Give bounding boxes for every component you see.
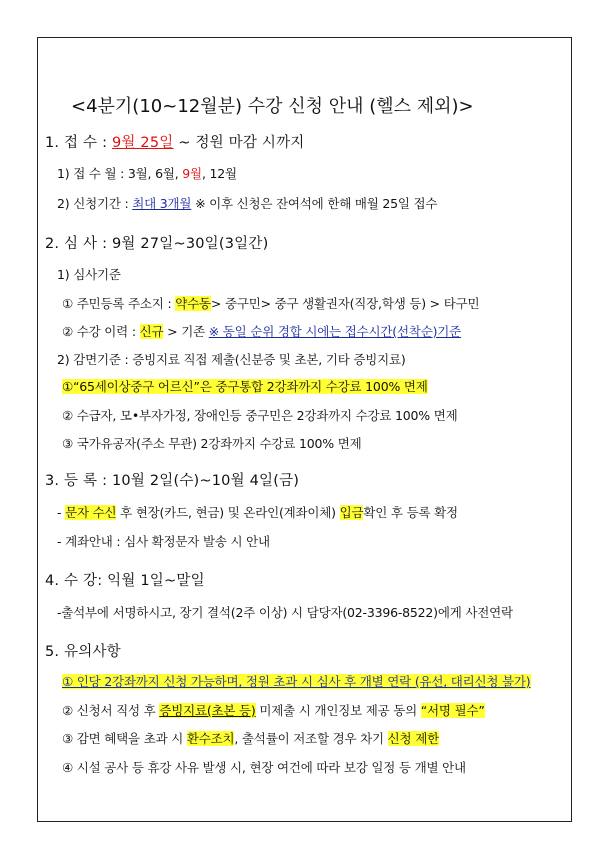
notice-1-text: ① 인당 2강좌까지 신청 가능하며, 정원 초과 시 심사 후 개별 연락 (유선, 대리신청 불가) bbox=[62, 674, 531, 689]
account-info: - 계좌안내 : 심사 확정문자 발송 시 안내 bbox=[57, 534, 270, 549]
criteria-address bbox=[62, 294, 479, 312]
section-4-heading: 4. 수 강: 익월 1일~말일 bbox=[45, 573, 205, 589]
attendance-note: -출석부에 서명하시고, 장기 결석(2주 이상) 시 담당자(02-3396-8522)에게 사전연락 bbox=[57, 605, 513, 620]
notice-3-start: ③ 감면 혜택을 초과 시 bbox=[62, 731, 187, 746]
notice-3-restriction-highlight: 신청 제한 bbox=[387, 731, 439, 746]
review-criteria-heading: 1) 심사기준 bbox=[57, 267, 121, 282]
notice-2-docs-highlight: 증빙지료(초본 등) bbox=[159, 703, 256, 718]
reception-date: 9월 25일 bbox=[111, 135, 174, 151]
section-3-heading: 3. 등 록 : 10월 2일(수)~10월 4일(금) bbox=[45, 473, 300, 489]
application-period bbox=[57, 194, 437, 212]
criteria-address-highlight: 약수동 bbox=[175, 296, 211, 311]
page-title: <4분기(10~12월분) 수강 신청 안내 (헬스 제외)> bbox=[71, 96, 474, 117]
application-period-max: 최대 3개월 bbox=[132, 196, 192, 211]
registration-sms-highlight: 문자 수신 bbox=[65, 505, 117, 520]
reception-months-label: 1) 접 수 월 : 3월, 6월, bbox=[57, 166, 183, 181]
section-1-label: 1. 접 수 : bbox=[45, 135, 112, 151]
notice-2-signature-highlight: “서명 필수” bbox=[420, 703, 485, 718]
discount-rule-1-text: ①“65세이상중구 어르신”은 중구통합 2강좌까지 수강료 100% 면제 bbox=[62, 379, 428, 394]
section-1-suffix: ~ 정원 마감 시까지 bbox=[173, 135, 305, 151]
registration-process bbox=[57, 503, 458, 521]
application-period-note: ※ 이후 신청은 잔여석에 한해 매월 25일 접수 bbox=[191, 196, 438, 211]
section-5-heading: 5. 유의사항 bbox=[45, 644, 121, 660]
section-1-heading bbox=[45, 131, 305, 152]
discount-rule-2: ② 수급자, 모•부자가정, 장애인등 중구민은 2강좌까지 수강료 100% 면제 bbox=[62, 408, 458, 423]
registration-deposit-highlight: 입금 bbox=[339, 505, 364, 520]
registration-process-end: 확인 후 등록 확정 bbox=[363, 505, 458, 520]
criteria-tie-note: ※ 동일 순위 경합 시에는 접수시간(선착순)기준 bbox=[208, 324, 461, 339]
discount-rule-3: ③ 국가유공자(주소 무관) 2강좌까지 수강료 100% 면제 bbox=[62, 436, 362, 451]
discount-rule-1 bbox=[62, 377, 428, 395]
notice-2-start: ② 신청서 직성 후 bbox=[62, 703, 160, 718]
notice-3 bbox=[62, 729, 439, 747]
criteria-address-rest: > 중구민> 중구 생활권자(직장,학생 등) > 타구민 bbox=[210, 296, 480, 311]
application-period-label: 2) 신청기간 : bbox=[57, 196, 133, 211]
reception-months-rest: , 12월 bbox=[201, 166, 237, 181]
registration-dash: - bbox=[57, 505, 66, 520]
criteria-history-rest: > 기존 bbox=[163, 324, 209, 339]
discount-criteria-heading: 2) 감면기준 : 증빙지료 직접 제출(신분증 및 초본, 기타 증빙지료) bbox=[57, 352, 406, 367]
notice-2 bbox=[62, 701, 485, 719]
criteria-address-label: ① 주민등록 주소지 : bbox=[62, 296, 176, 311]
notice-4: ④ 시설 공사 등 휴강 사유 발생 시, 현장 여건에 따라 보강 일정 등 개별 안내 bbox=[62, 760, 466, 775]
notice-1 bbox=[62, 672, 531, 690]
notice-2-mid: 미제출 시 개인징보 제공 동의 bbox=[255, 703, 421, 718]
section-2-heading: 2. 심 사 : 9월 27일~30일(3일간) bbox=[45, 236, 269, 252]
reception-months bbox=[57, 164, 237, 182]
reception-month-current: 9월 bbox=[182, 166, 202, 181]
notice-3-mid: , 출석률이 저조할 경우 차기 bbox=[234, 731, 388, 746]
registration-process-mid: 후 현장(카드, 현금) 및 온라인(계좌이체) bbox=[116, 505, 340, 520]
criteria-history-highlight: 신규 bbox=[139, 324, 164, 339]
notice-3-refund-highlight: 환수조치 bbox=[186, 731, 235, 746]
criteria-history-label: ② 수강 이력 : bbox=[62, 324, 140, 339]
criteria-history bbox=[62, 322, 461, 340]
